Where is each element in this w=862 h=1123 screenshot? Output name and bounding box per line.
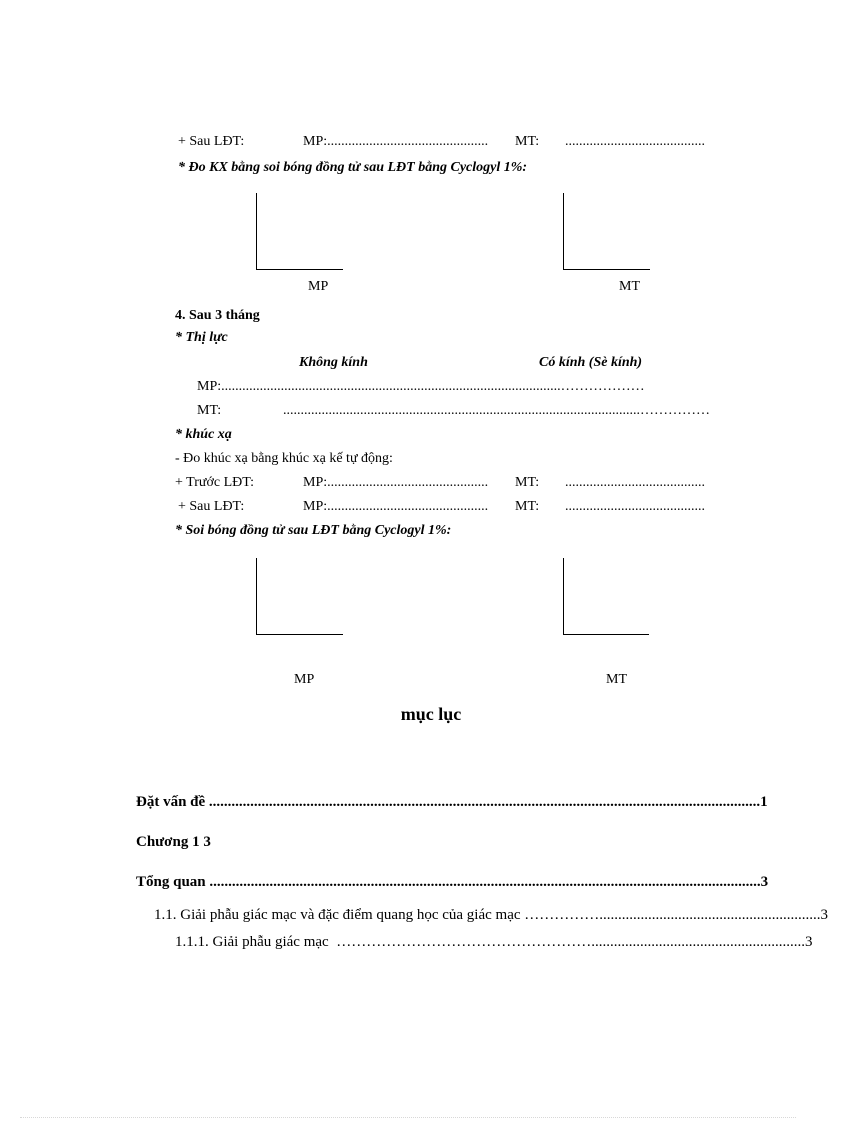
section-title: 4. Sau 3 tháng <box>175 308 260 323</box>
toc-entry-text: Tổng quan <box>136 874 206 890</box>
row-after-mt-3m: MT: <box>515 499 540 514</box>
box-label-mt-3m: MT <box>606 672 627 687</box>
row-before-mt: MT: <box>515 475 540 490</box>
row-after-label-3m: + Sau LĐT: <box>178 499 245 514</box>
toc-entry-text: 1.1.1. Giải phẫu giác mạc <box>175 934 329 950</box>
toc-title: mục lục <box>400 704 462 724</box>
row-after-mt-dots: ........................................ <box>565 134 705 149</box>
toc-entry-page: 1 <box>760 794 768 810</box>
box-label-mt-prev: MT <box>619 279 640 294</box>
row-before-mp: MP:.............................................. <box>303 475 489 490</box>
toc-entry-page: 3 <box>760 874 769 890</box>
auto-refractometer-line: - Đo khúc xạ bằng khúc xạ kế tự động: <box>175 451 393 466</box>
toc-entry-page: 3 <box>820 907 829 923</box>
toc-entry-text: Đặt vấn đề <box>136 794 206 810</box>
toc-entry[interactable]: Tổng quan ................................................................................................................................................... 3 <box>136 874 769 890</box>
row-after-mt: MT: <box>515 134 540 149</box>
column-no-glasses: Không kính <box>299 355 368 370</box>
retinoscopy-box-mt-3m <box>563 558 649 635</box>
page-bottom-rule <box>20 1117 796 1118</box>
row-before-mt-dots: ........................................ <box>565 475 705 490</box>
retinoscopy-box-mp-3m <box>256 558 343 635</box>
toc-entry-page: 3 <box>804 934 813 950</box>
box-label-mp-3m: MP <box>294 672 315 687</box>
box-label-mp-prev: MP <box>308 279 329 294</box>
va-mp-line: MP:.................................................................................................……………… <box>197 379 645 394</box>
retinoscopy-box-mp-prev <box>256 193 343 270</box>
refraction-heading: * khúc xạ <box>175 427 232 442</box>
toc-entry-text: 1.1. Giải phẫu giác mạc và đặc điểm quang học của giác mạc <box>154 907 521 923</box>
row-before-label: + Trước LĐT: <box>175 475 254 490</box>
va-mt-label: MT: <box>197 403 222 418</box>
row-after-label: + Sau LĐT: <box>178 134 245 149</box>
toc-entry[interactable]: Đặt vấn đề ................................................................................................................................................... 1 <box>136 794 768 810</box>
toc-entry[interactable]: 1.1.1. Giải phẫu giác mạc ……………………………………………......................................................... 3 <box>175 934 813 950</box>
retinoscopy-heading-3m: * Soi bóng đồng tử sau LĐT bằng Cyclogyl 1%: <box>175 523 452 538</box>
row-after-mp-3m: MP:.............................................. <box>303 499 489 514</box>
row-after-mt-dots-3m: ........................................ <box>565 499 705 514</box>
row-after-mp: MP:.............................................. <box>303 134 489 149</box>
va-mt-dots: ......................................................................................................…………… <box>283 403 710 418</box>
toc-chapter[interactable]: Chương 1 3 <box>136 834 211 850</box>
retinoscopy-heading-prev: * Đo KX bằng soi bóng đồng tử sau LĐT bằng Cyclogyl 1%: <box>178 160 528 175</box>
toc-entry[interactable]: 1.1. Giải phẫu giác mạc và đặc điểm quang học của giác mạc ……………........................................................... 3 <box>154 907 829 923</box>
visual-acuity-heading: * Thị lực <box>175 330 228 345</box>
column-with-glasses: Có kính (Sè kính) <box>539 355 643 370</box>
retinoscopy-box-mt-prev <box>563 193 650 270</box>
